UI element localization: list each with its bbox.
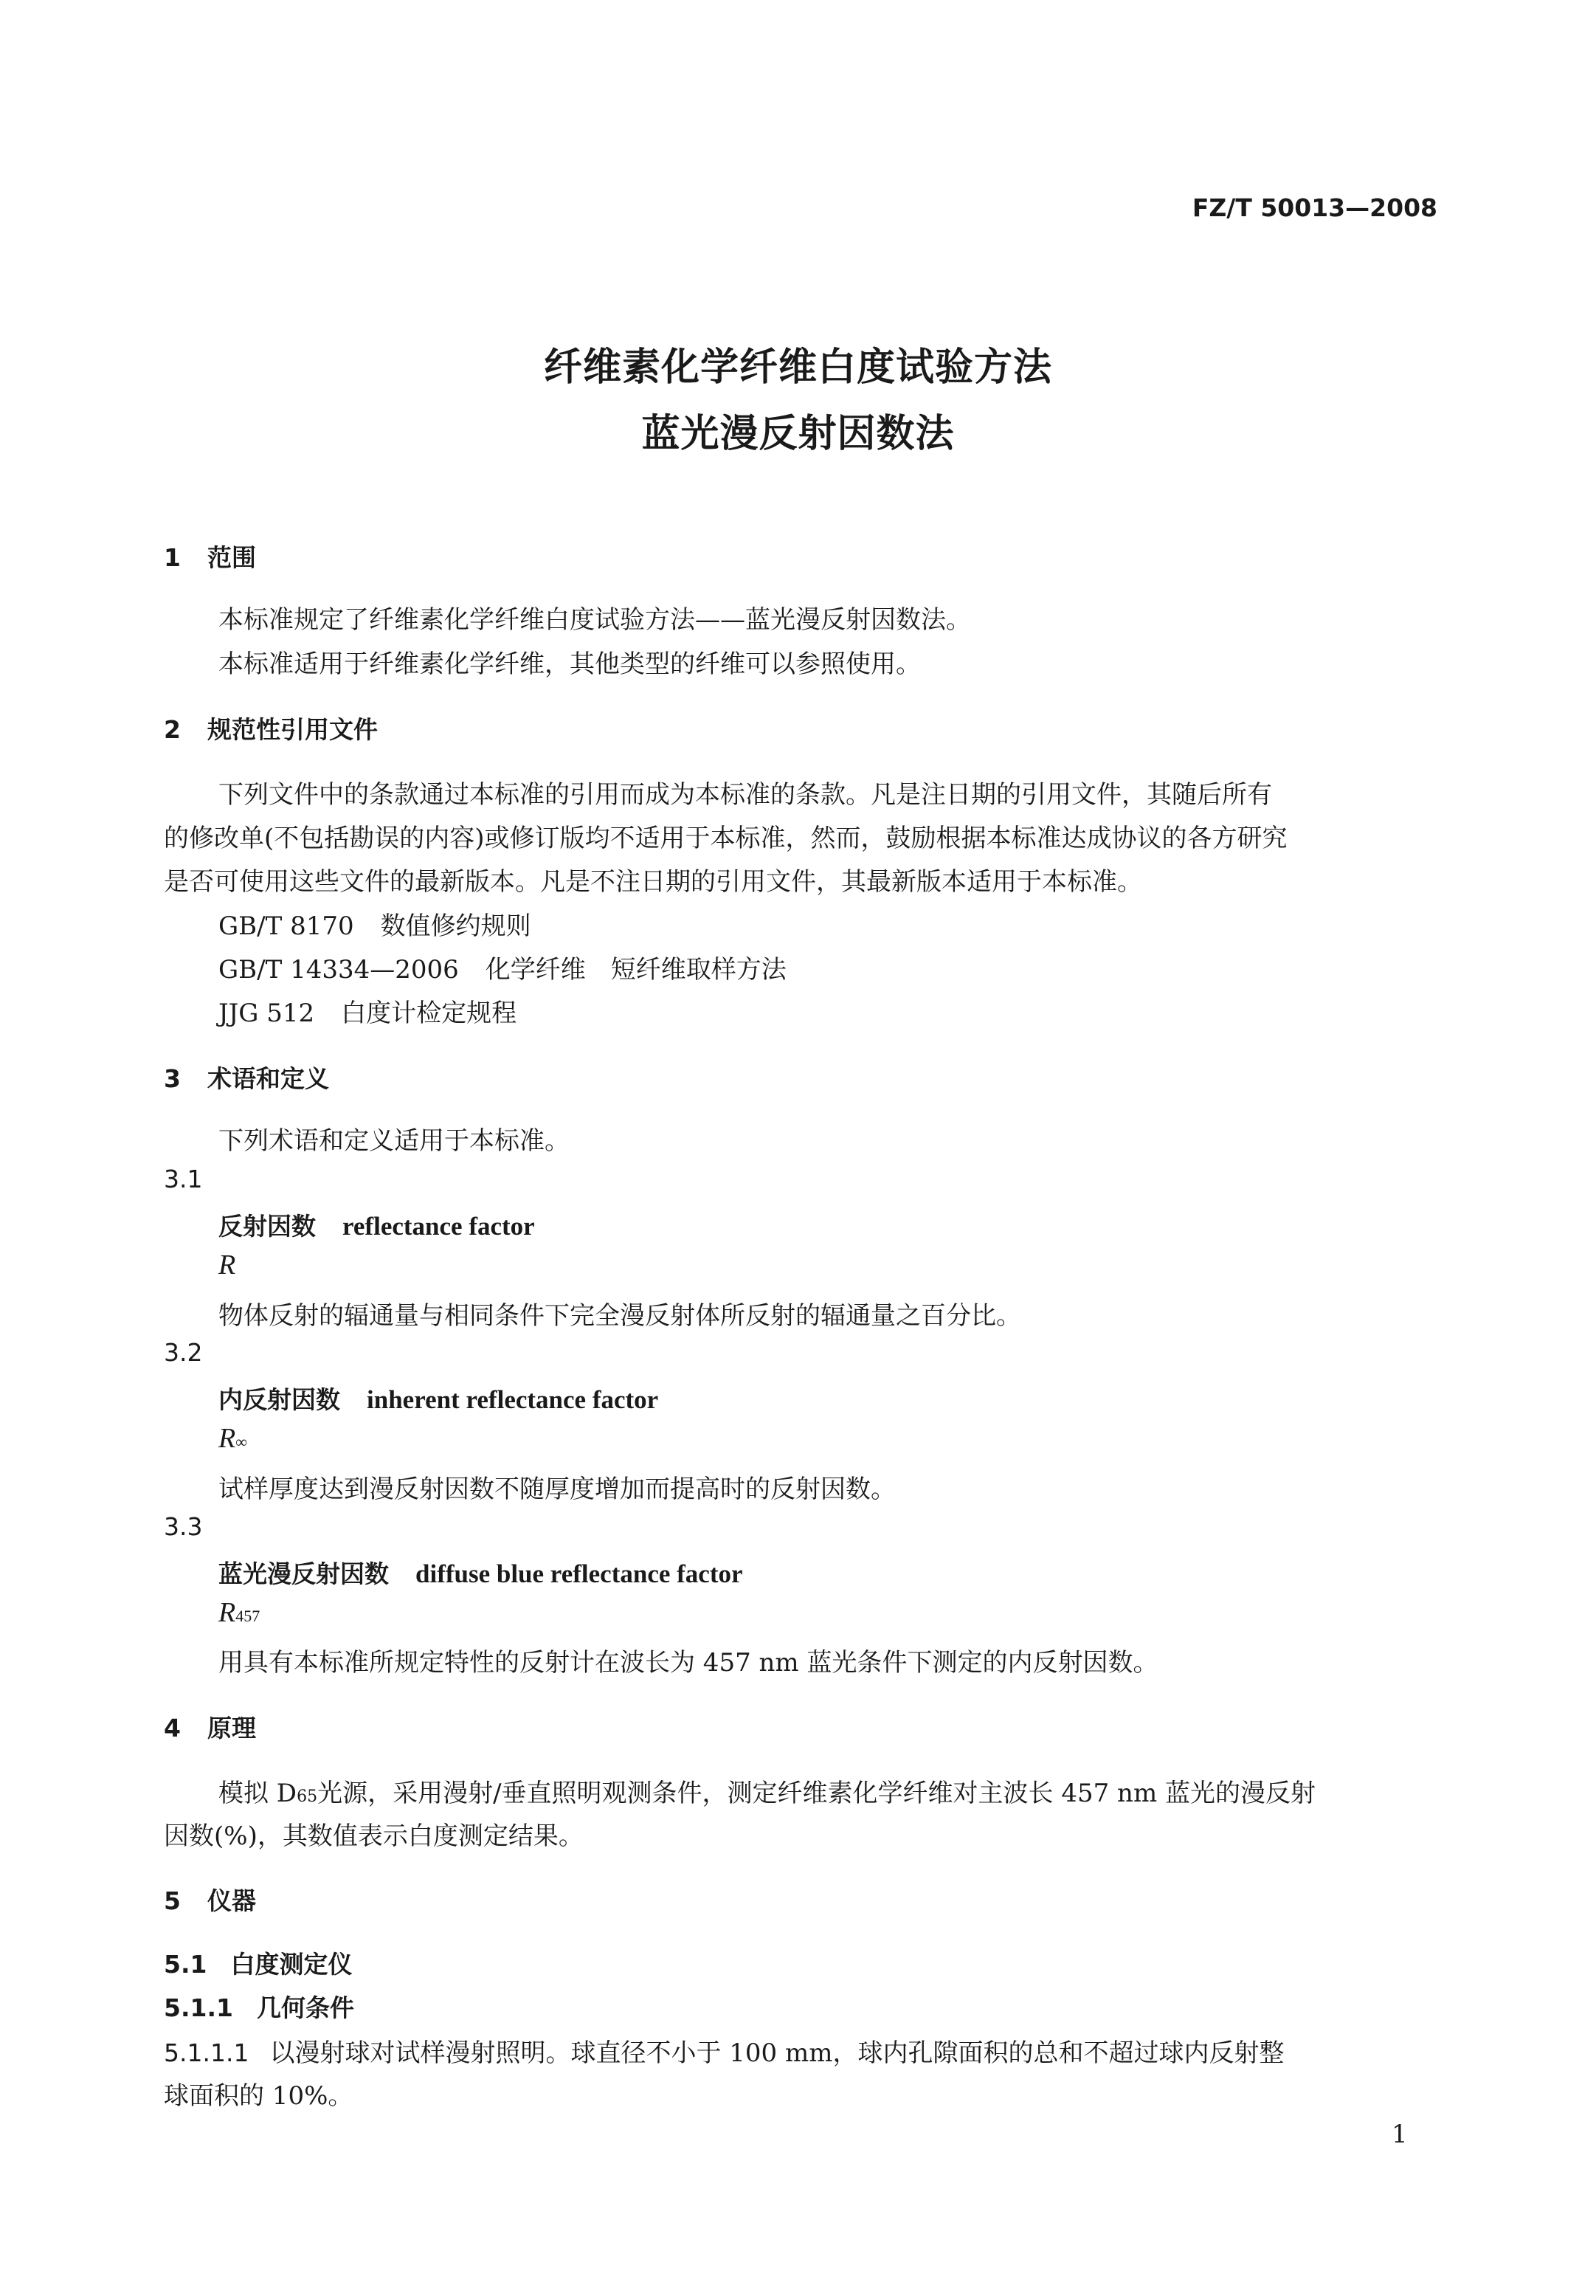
section-number: 3 [164, 1064, 181, 1093]
term-heading [218, 1207, 535, 1242]
paragraph: 下列文件中的条款通过本标准的引用而成为本标准的条款。凡是注日期的引用文件，其随后所有 [218, 780, 1272, 810]
normative-reference [218, 993, 517, 1029]
reference-title: 化学纤维 短纤维取样方法 [485, 955, 787, 985]
symbol-letter: R [218, 1423, 236, 1454]
section-2-heading [164, 711, 378, 745]
section-4-heading [164, 1709, 256, 1744]
term-symbol [218, 1422, 247, 1455]
paragraph: 是否可使用这些文件的最新版本。凡是不注日期的引用文件，其最新版本适用于本标准。 [164, 867, 1142, 897]
section-title: 原理 [207, 1714, 256, 1742]
term-symbol [218, 1596, 260, 1629]
reference-code: GB/T 8170 [218, 911, 354, 941]
symbol-letter: R [218, 1249, 236, 1280]
standard-code: FZ/T 50013—2008 [1192, 193, 1437, 222]
title-line-2: 蓝光漫反射因数法 [641, 412, 955, 456]
term-chinese: 反射因数 [218, 1212, 316, 1241]
term-definition: 物体反射的辐通量与相同条件下完全漫反射体所反射的辐通量之百分比。 [218, 1301, 1021, 1331]
section-title: 范围 [207, 543, 256, 572]
clause-number: 5.1.1.1 [164, 2038, 249, 2067]
section-title: 规范性引用文件 [207, 715, 378, 744]
term-english: inherent reflectance factor [367, 1385, 659, 1414]
text-run: 模拟 D [218, 1779, 297, 1808]
reference-code: GB/T 14334—2006 [218, 955, 459, 985]
subsection-5-1-1-heading [164, 1989, 354, 2024]
paragraph: 因数(%)，其数值表示白度测定结果。 [164, 1821, 584, 1851]
term-heading [218, 1381, 658, 1416]
clause-5-1-1-1 [164, 2033, 1284, 2069]
section-3-heading [164, 1060, 329, 1094]
paragraph [218, 1773, 1316, 1809]
paragraph: 球面积的 10%。 [164, 2081, 353, 2111]
text-run: 光源，采用漫射/垂直照明观测条件，测定纤维素化学纤维对主波长 457 nm 蓝光的漫反射 [317, 1779, 1316, 1808]
reference-title: 数值修约规则 [380, 911, 531, 941]
subsection-number: 5.1 [164, 1950, 207, 1979]
subsection-title: 几何条件 [256, 1993, 354, 2022]
subscript: 65 [297, 1787, 318, 1806]
term-chinese: 内反射因数 [218, 1385, 340, 1414]
symbol-subscript: ∞ [235, 1433, 247, 1451]
term-english: reflectance factor [342, 1212, 535, 1241]
term-chinese: 蓝光漫反射因数 [218, 1559, 389, 1588]
section-title: 仪器 [207, 1886, 256, 1915]
symbol-letter: R [218, 1597, 236, 1628]
term-number: 3.1 [164, 1165, 203, 1193]
clause-text: 以漫射球对试样漫射照明。球直径不小于 100 mm，球内孔隙面积的总和不超过球内反射整 [269, 2038, 1285, 2068]
section-title: 术语和定义 [207, 1064, 329, 1093]
page-number: 1 [1392, 2120, 1408, 2149]
paragraph: 的修改单(不包括勘误的内容)或修订版均不适用于本标准，然而，鼓励根据本标准达成协议的各方研究 [164, 824, 1288, 853]
paragraph: 下列术语和定义适用于本标准。 [218, 1126, 570, 1156]
paragraph: 本标准规定了纤维素化学纤维白度试验方法——蓝光漫反射因数法。 [218, 605, 971, 635]
term-english: diffuse blue reflectance factor [415, 1559, 743, 1588]
term-number: 3.3 [164, 1512, 203, 1541]
normative-reference [218, 906, 531, 942]
term-number: 3.2 [164, 1338, 203, 1367]
section-number: 2 [164, 715, 181, 744]
title-line-1: 纤维素化学纤维白度试验方法 [543, 345, 1052, 390]
term-heading [218, 1555, 743, 1590]
section-5-heading [164, 1882, 256, 1917]
reference-code: JJG 512 [218, 999, 315, 1028]
section-number: 4 [164, 1714, 181, 1742]
term-symbol [218, 1249, 235, 1281]
term-definition: 试样厚度达到漫反射因数不随厚度增加而提高时的反射因数。 [218, 1475, 896, 1504]
section-number: 1 [164, 543, 181, 572]
subsection-5-1-heading [164, 1945, 352, 1980]
reference-title: 白度计检定规程 [341, 999, 517, 1028]
section-1-heading [164, 539, 256, 573]
term-definition: 用具有本标准所规定特性的反射计在波长为 457 nm 蓝光条件下测定的内反射因数。 [218, 1648, 1158, 1678]
section-number: 5 [164, 1886, 181, 1915]
paragraph: 本标准适用于纤维素化学纤维，其他类型的纤维可以参照使用。 [218, 649, 921, 679]
symbol-subscript: 457 [235, 1607, 260, 1625]
subsection-title: 白度测定仪 [230, 1950, 353, 1979]
subsection-number: 5.1.1 [164, 1993, 233, 2022]
normative-reference [218, 949, 787, 985]
